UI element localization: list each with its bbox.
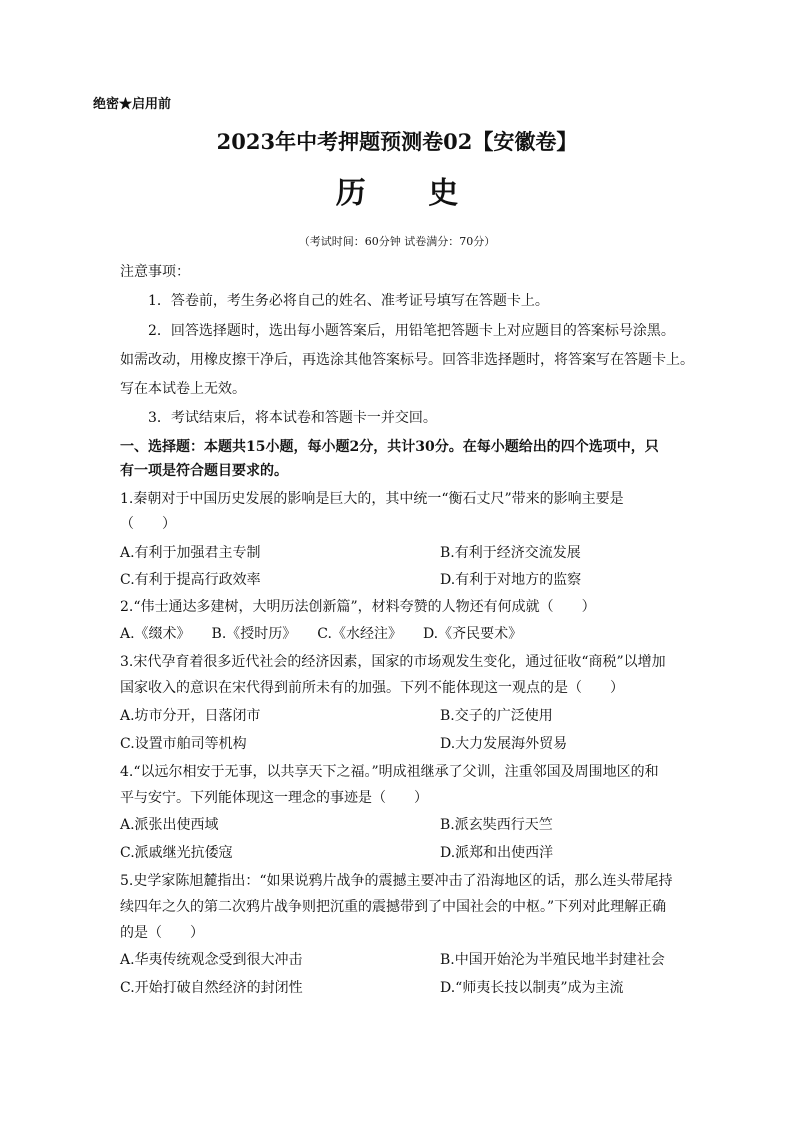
question-5-stem-line-2: 续四年之久的第二次鸦片战争则把沉重的震撼带到了中国社会的中枢。”下列对此理解正确 xyxy=(120,899,667,915)
notice-item-2-line-2: 如需改动，用橡皮擦干净后，再选涂其他答案标号。回答非选择题时，将答案写在答题卡上。 xyxy=(120,352,694,368)
question-5-stem-line-1: 5.史学家陈旭麓指出：“如果说鸦片战争的震撼主要冲击了沿海地区的话，那么连头带尾持 xyxy=(120,873,673,889)
notice-heading: 注意事项： xyxy=(120,264,190,280)
question-4-option-d: D.派郑和出使西洋 xyxy=(440,845,554,861)
question-3-option-d: D.大力发展海外贸易 xyxy=(440,736,568,752)
confidential-label: 绝密★启用前 xyxy=(93,97,172,112)
question-1-option-b: B.有利于经济交流发展 xyxy=(440,545,581,561)
question-3-option-b: B.交子的广泛使用 xyxy=(440,708,553,724)
question-2-stem: 2.“伟士通达多建树，大明历法创新篇”，材料夸赞的人物还有何成就（ ） xyxy=(120,599,596,615)
question-4-option-a: A.派张出使西域 xyxy=(120,817,219,833)
question-1-stem-line-1: 1.秦朝对于中国历史发展的影响是巨大的，其中统一“衡石丈尺”带来的影响主要是 xyxy=(120,491,624,507)
question-1-option-a: A.有利于加强君主专制 xyxy=(120,545,261,561)
question-5-option-d: D.“师夷长技以制夷”成为主流 xyxy=(440,980,624,996)
question-3-stem-line-2: 国家收入的意识在宋代得到前所未有的加强。下列不能体现这一观点的是（ ） xyxy=(120,680,624,696)
question-1-option-d: D.有利于对地方的监察 xyxy=(440,572,582,588)
question-4-option-c: C.派戚继光抗倭寇 xyxy=(120,845,233,861)
notice-item-2-line-3: 写在本试卷上无效。 xyxy=(120,381,246,397)
notice-item-2-line-1: 2．回答选择题时，选出每小题答案后，用铅笔把答题卡上对应题目的答案标号涂黑。 xyxy=(148,323,675,339)
subject-title: 历 史 xyxy=(335,176,485,211)
question-5-stem-line-3: 的是（ ） xyxy=(120,925,204,941)
question-5-option-c: C.开始打破自然经济的封闭性 xyxy=(120,980,303,996)
question-3-option-c: C.设置市舶司等机构 xyxy=(120,736,247,752)
exam-title: 2023年中考押题预测卷02【安徽卷】 xyxy=(216,129,578,154)
question-1-stem-line-2: （ ） xyxy=(120,516,176,532)
question-1-option-c: C.有利于提高行政效率 xyxy=(120,572,261,588)
question-5-option-a: A.华夷传统观念受到很大冲击 xyxy=(120,952,303,968)
question-5-option-b: B.中国开始沦为半殖民地半封建社会 xyxy=(440,952,665,968)
question-3-option-a: A.坊市分开，日落闭市 xyxy=(120,708,261,724)
section-heading-line-1: 一、选择题：本题共15小题，每小题2分，共计30分。在每小题给出的四个选项中，只 xyxy=(120,439,659,455)
question-2-options: A.《缀术》 B.《授时历》 C.《水经注》 D.《齐民要术》 xyxy=(120,626,523,642)
notice-item-1: 1．答卷前，考生务必将自己的姓名、准考证号填写在答题卡上。 xyxy=(148,293,549,309)
question-4-option-b: B.派玄奘西行天竺 xyxy=(440,817,553,833)
question-4-stem-line-2: 平与安宁。下列能体现这一理念的事迹是（ ） xyxy=(120,790,428,806)
question-3-stem-line-1: 3.宋代孕育着很多近代社会的经济因素，国家的市场观发生变化，通过征收“商税”以增加 xyxy=(120,654,666,670)
notice-item-3: 3．考试结束后，将本试卷和答题卡一并交回。 xyxy=(148,410,437,426)
question-4-stem-line-1: 4.“以远尔相安于无事，以共享天下之福。”明成祖继承了父训，注重邻国及周围地区的和 xyxy=(120,764,659,780)
section-heading-line-2: 有一项是符合题目要求的。 xyxy=(120,463,288,479)
exam-meta: （考试时间：60分钟 试卷满分：70分） xyxy=(298,235,496,248)
